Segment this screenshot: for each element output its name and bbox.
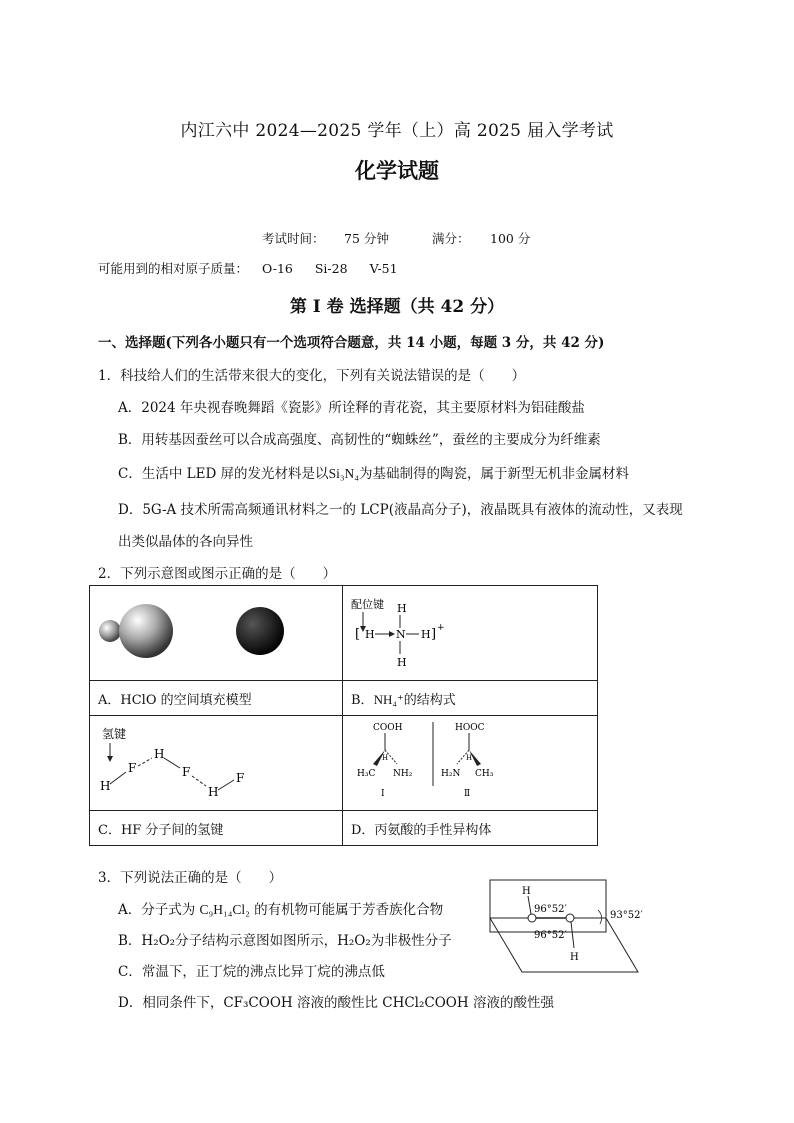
- h-left: H: [365, 628, 375, 641]
- angle-label-1: 96°52′: [534, 904, 567, 915]
- q2-cell-d-figure: [343, 716, 598, 811]
- q1-c-formula: Si₃N₄: [328, 466, 359, 481]
- atomic-mass-v: V-51: [369, 261, 398, 276]
- q2-caption-d: D．丙氨酸的手性异构体: [343, 811, 598, 846]
- volume-heading: 第 I 卷 选择题（共 42 分）: [289, 297, 505, 317]
- angle-label-3: 93°52′: [610, 910, 643, 921]
- h2o2-h-top: H: [522, 886, 531, 897]
- q2-figure-table: [89, 585, 598, 846]
- angle-label-2: 96°52′: [534, 930, 567, 941]
- q3-option-a: [118, 898, 443, 918]
- alanine-ii-h: H: [466, 754, 473, 762]
- q2-caption-b-post: 的结构式: [403, 692, 456, 708]
- hydrogen-bond-label: 氢键: [102, 727, 127, 741]
- score-value: 100 分: [490, 231, 531, 246]
- q2-caption-b: [343, 681, 598, 716]
- alanine-i-h: H: [382, 754, 389, 762]
- q2-cell-c-figure: [90, 716, 343, 811]
- alanine-ii-label: Ⅱ: [464, 789, 471, 799]
- alanine-i-label: Ⅰ: [381, 789, 385, 799]
- time-value: 75 分钟: [344, 231, 389, 246]
- alanine-i-nh2: NH₂: [393, 769, 413, 779]
- q1-option-d-line1: D．5G-A 技术所需高频通讯材料之一的 LCP(液晶高分子)，液晶既具有液体的流动性，又表现: [118, 502, 683, 518]
- bracket-left: [: [355, 627, 361, 642]
- atom-small: [99, 620, 121, 642]
- q3-a-pre: A．分子式为: [118, 902, 200, 918]
- hf-h1: H: [100, 779, 111, 793]
- q1-option-a: A．2024 年央视春晚舞蹈《瓷影》所诠释的青花瓷，其主要原材料为铝硅酸盐: [118, 400, 585, 416]
- alanine-enantiomers-figure: [343, 716, 597, 806]
- score-label: 满分：: [432, 231, 470, 246]
- h2o2-structure-figure: [486, 876, 686, 976]
- atom-dark: [236, 607, 284, 655]
- alanine-ii-h2n: H₂N: [441, 769, 461, 779]
- section-heading: 一、选择题(下列各小题只有一个选项符合题意，共 14 小题，每题 3 分，共 42 分): [98, 335, 605, 351]
- q2-caption-b-pre: B．: [351, 692, 374, 708]
- q2-cell-b-figure: [343, 586, 598, 681]
- time-label: 考试时间：: [262, 231, 325, 246]
- alanine-ii-hooc: HOOC: [455, 723, 485, 733]
- alanine-i-cooh: COOH: [373, 723, 403, 733]
- q1-stem: 1．科技给人们的生活带来很大的变化，下列有关说法错误的是（ ）: [98, 368, 526, 384]
- q1-c-pre: C．生活中 LED 屏的发光材料是以: [118, 466, 329, 482]
- q3-a-post: 的有机物可能属于芳香族化合物: [249, 902, 444, 918]
- hclo-space-filling-model: [90, 586, 342, 676]
- atomic-mass-si: Si-28: [314, 261, 348, 276]
- subject-title: 化学试题: [355, 158, 439, 183]
- hf-f2: F: [182, 765, 191, 779]
- q2-stem: 2．下列示意图或图示正确的是（ ）: [98, 566, 337, 582]
- q1-option-d-line2: 出类似晶体的各向异性: [118, 534, 253, 550]
- atomic-mass-o: O-16: [262, 261, 293, 276]
- coordinate-bond-label: 配位键: [351, 598, 384, 611]
- h-bottom: H: [397, 656, 407, 669]
- hf-f3: F: [236, 771, 245, 785]
- q1-option-c: [118, 462, 629, 482]
- q3-stem: 3．下列说法正确的是（ ）: [98, 870, 283, 886]
- atom-large: [119, 604, 173, 658]
- h-right: H: [421, 628, 431, 641]
- hf-hydrogen-bond-figure: [90, 716, 342, 806]
- h-top: H: [397, 602, 407, 615]
- exam-title: 内江六中 2024—2025 学年（上）高 2025 届入学考试: [180, 121, 614, 141]
- q3-option-c: C．常温下，正丁烷的沸点比异丁烷的沸点低: [118, 964, 385, 980]
- oxygen-atom-1: [528, 914, 536, 922]
- q2-cell-a-figure: [90, 586, 343, 681]
- hf-h3: H: [208, 785, 219, 799]
- n-center: N: [396, 628, 406, 641]
- atomic-mass-line: [98, 259, 420, 277]
- charge-plus: +: [437, 623, 445, 633]
- q3-option-b: B．H₂O₂分子结构示意图如图所示，H₂O₂为非极性分子: [118, 933, 452, 949]
- q3-a-formula: C₉H₁₄Cl₂: [199, 902, 250, 917]
- q2-caption-b-formula: NH₄⁺: [373, 691, 404, 707]
- h2o2-h-bottom: H: [570, 952, 579, 963]
- nh4-structure-figure: [343, 586, 597, 676]
- q1-c-post: 为基础制得的陶瓷，属于新型无机非金属材料: [358, 466, 629, 482]
- oxygen-atom-2: [566, 914, 574, 922]
- atomic-mass-label: 可能用到的相对原子质量：: [98, 261, 249, 276]
- q2-caption-c: C．HF 分子间的氢键: [90, 811, 343, 846]
- q1-option-b: B．用转基因蚕丝可以合成高强度、高韧性的“蜘蛛丝”，蚕丝的主要成分为纤维素: [118, 432, 601, 448]
- q3-option-d: D．相同条件下，CF₃COOH 溶液的酸性比 CHCl₂COOH 溶液的酸性强: [118, 995, 554, 1011]
- bracket-right: ]: [431, 627, 437, 642]
- hf-h2: H: [154, 747, 165, 761]
- q2-caption-a: A．HClO 的空间填充模型: [90, 681, 343, 716]
- hf-f1: F: [128, 761, 137, 775]
- alanine-ii-ch3: CH₃: [475, 769, 494, 779]
- alanine-i-h3c: H₃C: [357, 769, 376, 779]
